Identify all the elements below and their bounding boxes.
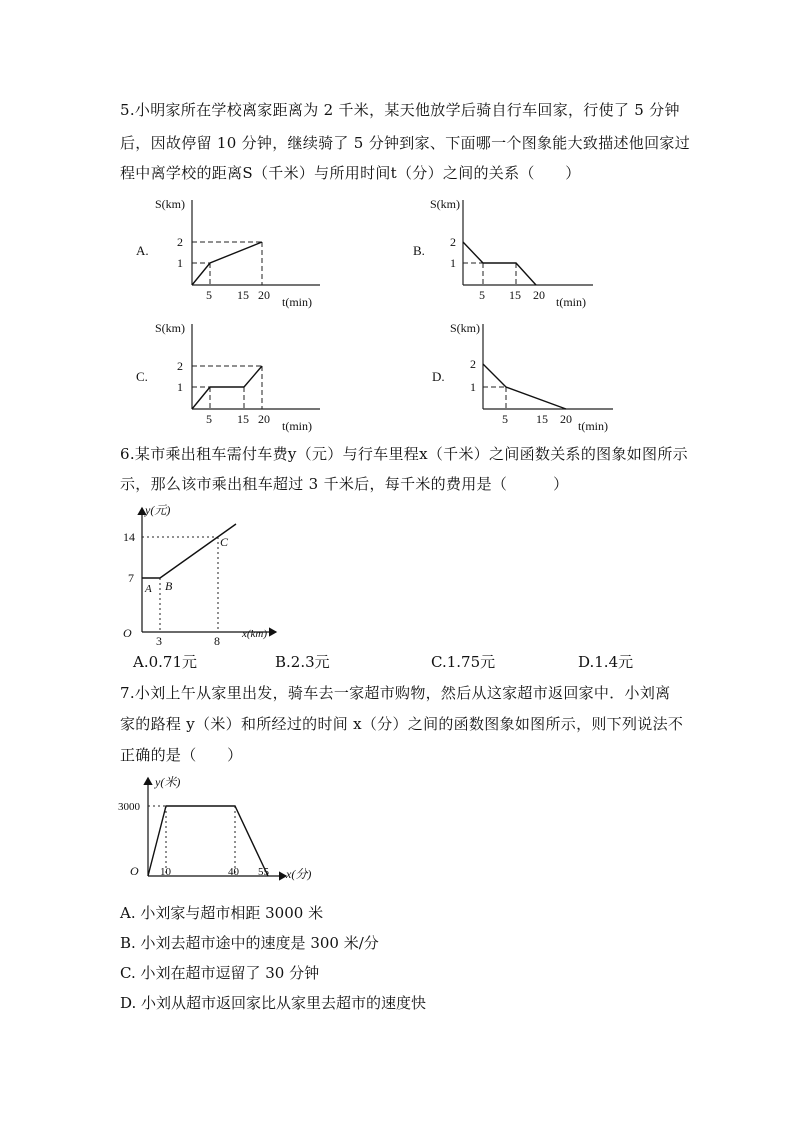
x-tick: 5 — [206, 288, 212, 302]
q5-line-1: 5.小明家所在学校离家距离为 2 千米，某天他放学后骑自行车回家，行使了 5 分钟 — [120, 101, 680, 119]
origin-label: O — [130, 864, 139, 878]
y-tick: 1 — [470, 380, 476, 394]
y-tick: 2 — [177, 359, 183, 373]
x-tick: 20 — [533, 288, 545, 302]
x-tick: 15 — [536, 412, 548, 426]
y-tick: 2 — [177, 235, 183, 249]
x-axis-label: x(分) — [286, 867, 312, 881]
y-axis-label: S(km) — [155, 321, 185, 335]
x-axis-label: t(min) — [282, 419, 312, 433]
q6-choice-b: B.2.3元 — [275, 653, 330, 671]
q7-line-1: 7.小刘上午从家里出发，骑车去一家超市购物，然后从这家超市返回家中．小刘离 — [120, 684, 671, 702]
y-axis-label: y(元) — [145, 503, 171, 517]
x-tick: 55 — [258, 866, 269, 878]
q7-line-2: 家的路程 y（米）和所经过的时间 x（分）之间的函数图象如图所示，则下列说法不 — [120, 715, 684, 733]
q7-choice-c: C. 小刘在超市逗留了 30 分钟 — [120, 964, 320, 982]
x-tick: 5 — [479, 288, 485, 302]
x-tick: 20 — [258, 288, 270, 302]
option-label: D. — [432, 369, 445, 384]
option-label: C. — [136, 369, 148, 384]
option-label: B. — [413, 243, 425, 258]
y-axis-label: S(km) — [430, 197, 460, 211]
x-tick: 15 — [509, 288, 521, 302]
x-axis-label: t(min) — [282, 295, 312, 309]
q7-choice-d: D. 小刘从超市返回家比从家里去超市的速度快 — [120, 994, 427, 1012]
data-line — [142, 524, 236, 578]
y-axis-label: S(km) — [450, 321, 480, 335]
q5-graph-c — [130, 316, 330, 434]
q5-line-3: 程中离学校的距离S（千米）与所用时间t（分）之间的关系（ ） — [120, 164, 581, 182]
x-tick: 10 — [160, 866, 171, 878]
x-tick: 8 — [214, 634, 220, 648]
y-tick: 7 — [128, 571, 134, 585]
x-tick: 15 — [237, 412, 249, 426]
x-tick: 5 — [502, 412, 508, 426]
q6-graph — [118, 500, 288, 648]
q6-line-1: 6.某市乘出租车需付车费y（元）与行车里程x（千米）之间函数关系的图象如图所示 — [120, 445, 688, 463]
point-label-c: C — [220, 535, 229, 549]
q5-graph-b — [408, 192, 608, 310]
x-tick: 5 — [206, 412, 212, 426]
x-axis-label: t(min) — [578, 419, 608, 433]
q7-choice-a: A. 小刘家与超市相距 3000 米 — [120, 904, 324, 922]
x-tick: 3 — [156, 634, 162, 648]
x-tick: 15 — [237, 288, 249, 302]
x-axis-label: t(min) — [556, 295, 586, 309]
q5-graph-d — [428, 316, 618, 434]
y-tick: 1 — [177, 256, 183, 270]
y-axis-label: S(km) — [155, 197, 185, 211]
point-label-a: A — [145, 583, 152, 595]
option-label: A. — [136, 243, 149, 258]
y-tick: 2 — [450, 235, 456, 249]
x-tick: 20 — [560, 412, 572, 426]
q6-choice-d: D.1.4元 — [578, 653, 634, 671]
y-tick: 1 — [450, 256, 456, 270]
y-axis-label: y(米) — [155, 775, 181, 789]
y-tick: 2 — [470, 357, 476, 371]
q5-graph-a — [130, 192, 330, 310]
x-axis-label: x(km) — [242, 628, 268, 640]
q6-line-2: 示，那么该市乘出租车超过 3 千米后，每千米的费用是（ ） — [120, 475, 569, 493]
x-tick: 20 — [258, 412, 270, 426]
y-tick: 1 — [177, 380, 183, 394]
q5-line-2: 后，因故停留 10 分钟，继续骑了 5 分钟到家、下面哪一个图象能大致描述他回家过 — [120, 134, 691, 152]
q7-choice-b: B. 小刘去超市途中的速度是 300 米/分 — [120, 934, 379, 952]
y-tick: 3000 — [118, 801, 140, 813]
q6-choice-a: A.0.71元 — [133, 653, 197, 671]
origin-label: O — [123, 626, 132, 640]
q6-choice-c: C.1.75元 — [431, 653, 496, 671]
y-tick: 14 — [123, 530, 135, 544]
point-label-b: B — [165, 579, 173, 593]
q7-line-3: 正确的是（ ） — [120, 746, 243, 764]
q7-graph — [118, 772, 328, 884]
x-tick: 40 — [228, 866, 239, 878]
